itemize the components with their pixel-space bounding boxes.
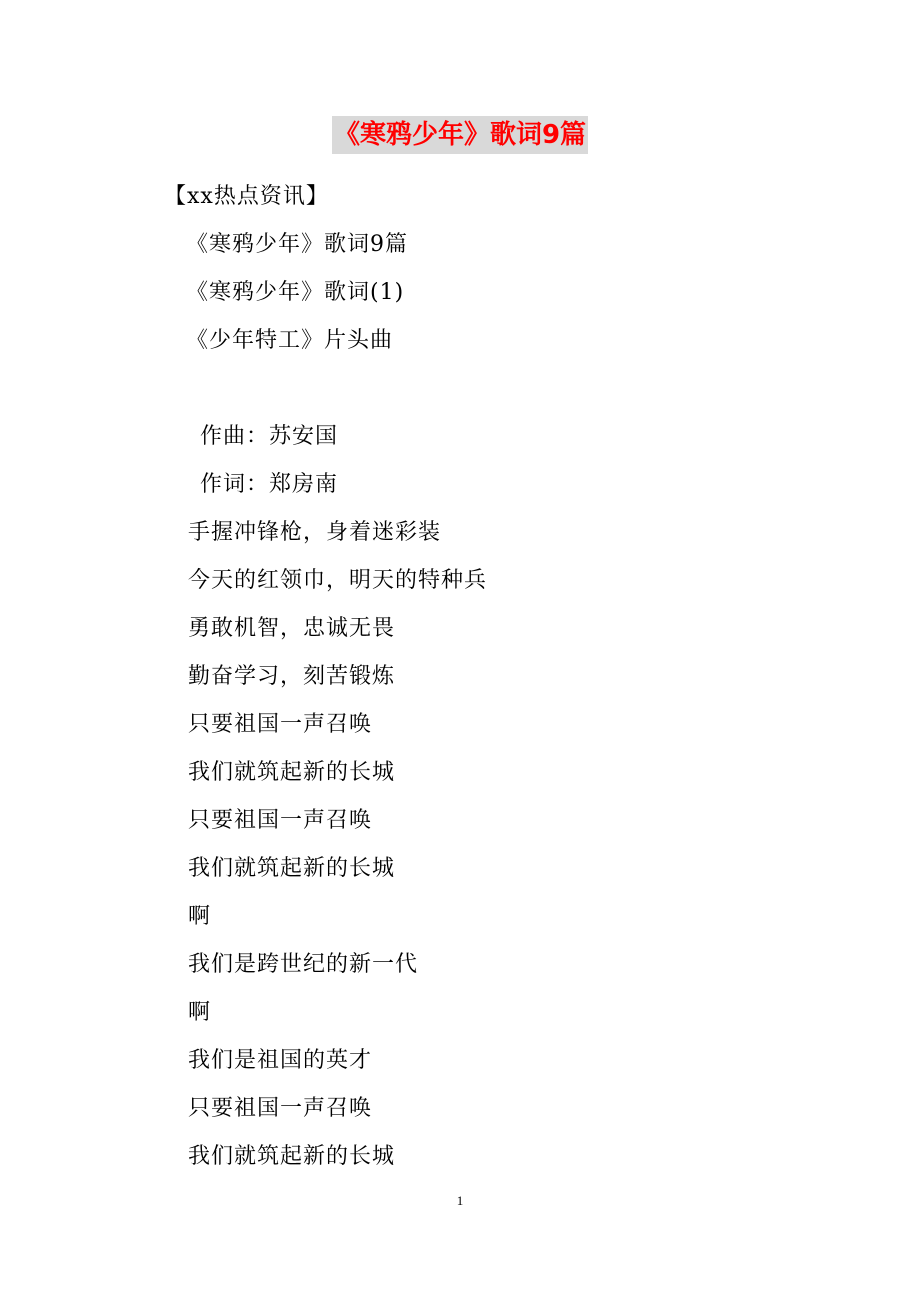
lyric-line: 只要祖国一声召唤 <box>188 1096 373 1121</box>
lyric-line: 我们就筑起新的长城 <box>188 1144 396 1169</box>
lyric-line: 我们就筑起新的长城 <box>188 760 396 785</box>
lyric-line: 只要祖国一声召唤 <box>188 808 373 833</box>
title-container <box>0 116 920 154</box>
lyric-line: 啊 <box>188 1000 212 1025</box>
lyric-line: 我们是跨世纪的新一代 <box>188 952 419 977</box>
lyric-line: 今天的红领巾，明天的特种兵 <box>188 568 488 593</box>
lyric-line: 只要祖国一声召唤 <box>188 712 373 737</box>
lyric-line: 勤奋学习，刻苦锻炼 <box>188 664 396 689</box>
song-source-line: 《少年特工》片头曲 <box>186 328 394 353</box>
news-tag-line: 【xx热点资讯】 <box>164 184 329 209</box>
composer-line: 作曲：苏安国 <box>200 424 339 449</box>
subtitle-line: 《寒鸦少年》歌词9篇 <box>186 232 408 257</box>
page-number: 1 <box>456 1193 464 1208</box>
section-heading-line: 《寒鸦少年》歌词(1) <box>186 280 405 305</box>
document-title: 《寒鸦少年》歌词9篇 <box>332 116 588 154</box>
lyric-line: 我们就筑起新的长城 <box>188 856 396 881</box>
lyric-line: 我们是祖国的英才 <box>188 1048 373 1073</box>
lyric-line: 勇敢机智，忠诚无畏 <box>188 616 396 641</box>
lyric-line: 手握冲锋枪，身着迷彩装 <box>188 520 442 545</box>
lyric-line: 啊 <box>188 904 212 929</box>
lyricist-line: 作词：郑房南 <box>200 472 339 497</box>
